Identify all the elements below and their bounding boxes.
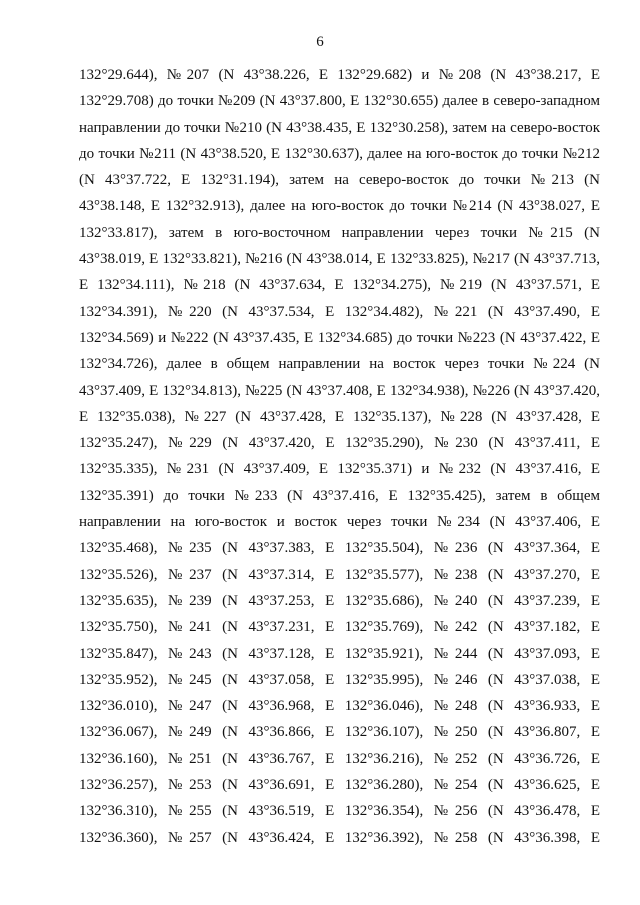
- text-line: 132°36.310), №255 (N 43°36.519, E 132°36.354), №256 (N 43°36.478, E: [79, 803, 600, 820]
- text-line: 132°36.257), №253 (N 43°36.691, E 132°36.280), №254 (N 43°36.625, E: [79, 777, 600, 794]
- text-line: 132°34.391), №220 (N 43°37.534, E 132°34.482), №221 (N 43°37.490, E: [79, 303, 600, 320]
- text-line: 132°35.247), №229 (N 43°37.420, E 132°35.290), №230 (N 43°37.411, E: [79, 435, 600, 452]
- text-line: 132°29.644), №207 (N 43°38.226, E 132°29.682) и №208 (N 43°38.217, E: [79, 67, 600, 83]
- text-line: 132°34.726), далее в общем направлении на восток через точки №224 (N: [79, 356, 600, 373]
- text-line: 43°37.409, E 132°34.813), №225 (N 43°37.408, E 132°34.938), №226 (N 43°37.420,: [79, 382, 600, 399]
- text-line: 43°38.148, E 132°32.913), далее на юго-восток до точки №214 (N 43°38.027, E: [79, 198, 600, 215]
- page-number: 6: [316, 34, 324, 50]
- text-line: 43°38.019, E 132°33.821), №216 (N 43°38.014, E 132°33.825), №217 (N 43°37.713,: [79, 251, 600, 268]
- text-line: 132°35.526), №237 (N 43°37.314, E 132°35.577), №238 (N 43°37.270, E: [79, 566, 600, 583]
- text-line: направлении до точки №210 (N 43°38.435, E 132°30.258), затем на северо-восток: [79, 119, 600, 136]
- text-line: направлении на юго-восток и восток через точки №234 (N 43°37.406, E: [79, 514, 600, 531]
- text-line: 132°36.067), №249 (N 43°36.866, E 132°36.107), №250 (N 43°36.807, E: [79, 724, 600, 741]
- text-line: 132°35.635), №239 (N 43°37.253, E 132°35.686), №240 (N 43°37.239, E: [79, 592, 600, 609]
- text-line: E 132°35.038), №227 (N 43°37.428, E 132°35.137), №228 (N 43°37.428, E: [79, 408, 600, 425]
- text-line: 132°35.468), №235 (N 43°37.383, E 132°35.504), №236 (N 43°37.364, E: [79, 540, 600, 557]
- text-line: 132°34.569) и №222 (N 43°37.435, E 132°34.685) до точки №223 (N 43°37.422, E: [79, 329, 600, 346]
- text-line: 132°36.160), №251 (N 43°36.767, E 132°36.216), №252 (N 43°36.726, E: [79, 750, 600, 767]
- text-line: 132°36.010), №247 (N 43°36.968, E 132°36.046), №248 (N 43°36.933, E: [79, 698, 600, 715]
- text-line: 132°35.952), №245 (N 43°37.058, E 132°35.995), №246 (N 43°37.038, E: [79, 671, 600, 688]
- text-line: 132°33.817), затем в юго-восточном направлении через точки №215 (N: [79, 224, 600, 241]
- text-line: 132°35.391) до точки №233 (N 43°37.416, E 132°35.425), затем в общем: [79, 487, 600, 504]
- text-line: 132°35.335), №231 (N 43°37.409, E 132°35.371) и №232 (N 43°37.416, E: [79, 461, 600, 478]
- document-body-text: [79, 62, 600, 851]
- text-line: 132°35.847), №243 (N 43°37.128, E 132°35.921), №244 (N 43°37.093, E: [79, 645, 600, 662]
- text-line: до точки №211 (N 43°38.520, E 132°30.637), далее на юго-восток до точки №212: [79, 145, 600, 162]
- text-line: 132°35.750), №241 (N 43°37.231, E 132°35.769), №242 (N 43°37.182, E: [79, 619, 600, 636]
- text-line: 132°36.360), №257 (N 43°36.424, E 132°36.392), №258 (N 43°36.398, E: [79, 829, 600, 846]
- text-line: (N 43°37.722, E 132°31.194), затем на северо-восток до точки №213 (N: [79, 172, 600, 189]
- text-line: 132°29.708) до точки №209 (N 43°37.800, E 132°30.655) далее в северо-западном: [79, 93, 600, 110]
- text-line: E 132°34.111), №218 (N 43°37.634, E 132°34.275), №219 (N 43°37.571, E: [79, 277, 600, 294]
